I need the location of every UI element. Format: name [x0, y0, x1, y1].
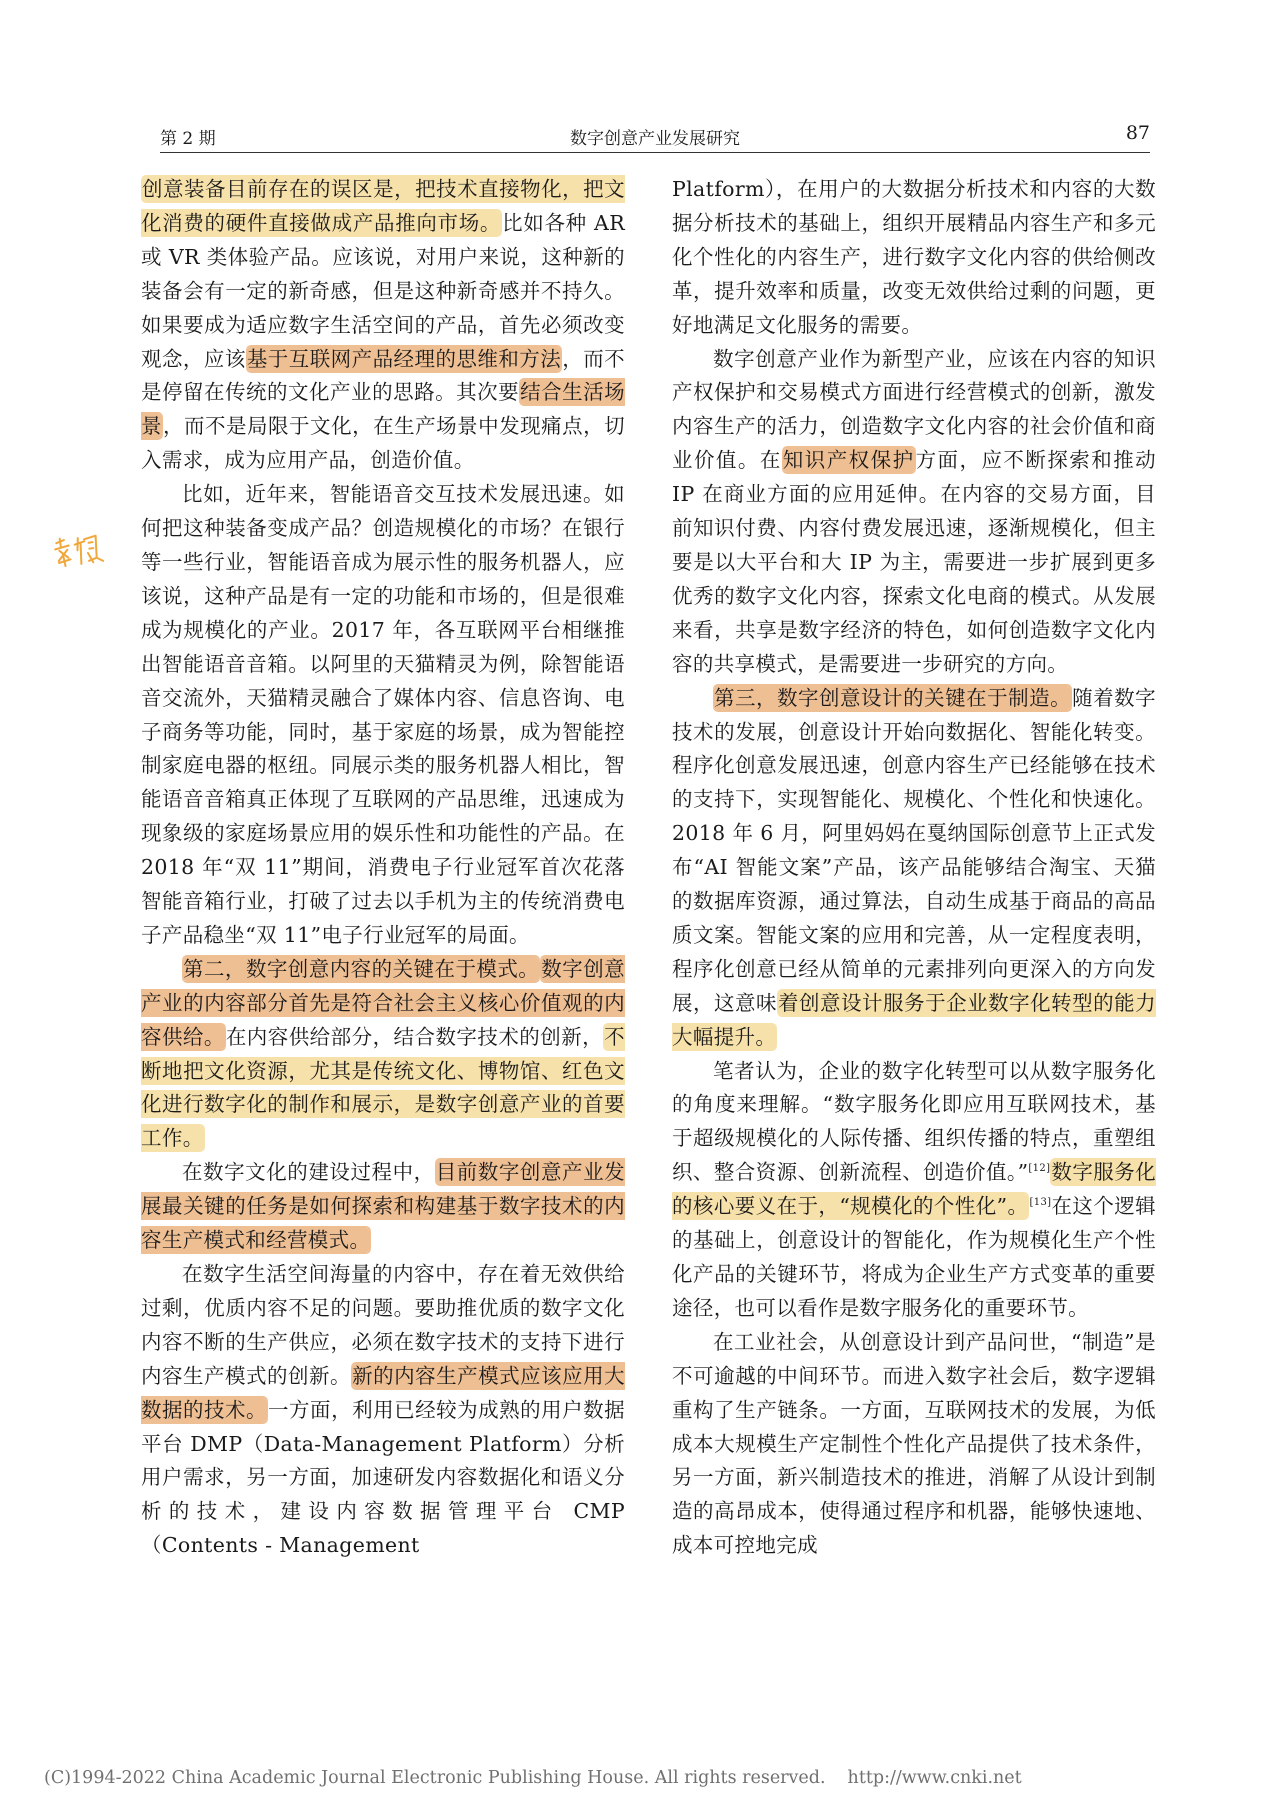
highlighted-text: 目前数字创意产业发展最关键的任务是如何探索和构建基于数字技术的内容生产模式和经营模式。 — [141, 1160, 625, 1253]
text-run: 在内容供给部分，结合数字技术的创新， — [225, 1024, 604, 1049]
citation-ref: [13] — [1029, 1197, 1052, 1209]
text-run: 数字创意产业作为新型产业，应该在内容的知识产权保护和交易模式方面进行经营模式的创新，激发内容生产的活力，创造数字文化内容的社会价值和商业价值。在 — [672, 346, 1156, 473]
text-run: 在数字文化的建设过程中， — [182, 1160, 435, 1185]
journal-section-title: 数字创意产业发展研究 — [570, 129, 740, 149]
paragraph — [672, 682, 1156, 1055]
highlighted-text: 基于互联网产品经理的思维和方法 — [246, 346, 562, 371]
paragraph — [672, 1055, 1156, 1326]
paragraph: 在工业社会，从创意设计到产品问世，“制造”是不可逾越的中间环节。而进入数字社会后，数字逻辑重构了生产链条。一方面，互联网技术的发展，为低成本大规模生产定制性个性化产品提供了技术条件，另一方面，新兴制造技术的推进，消解了从设计到制造的高昂成本，使得通过程序和机器，能够快速地、成本可控地完成 — [672, 1329, 1156, 1558]
copyright-text: (C)1994-2022 China Academic Journal Electronic Publishing House. All rights reserved. — [44, 1768, 826, 1788]
text-run: ，而不是停留在传统的文化产业的思路。其次要 — [141, 346, 626, 405]
handwritten-note-icon — [49, 526, 111, 577]
paragraph — [141, 953, 625, 1156]
right-column — [672, 173, 1156, 1563]
text-run: 在数字生活空间海量的内容中，存在着无效供给过剩，优质内容不足的问题。要助推优质的数字文化内容不断的生产供应，必须在数字技术的支持下进行内容生产模式的创新。 — [141, 1262, 625, 1388]
highlighted-text: 着创意设计服务于企业数字化转型的能力大幅提升。 — [672, 990, 1156, 1049]
citation-ref: [12] — [1028, 1163, 1051, 1175]
text-run: 比如各种 AR 或 VR 类体验产品。应该说，对用户来说，这种新的装备会有一定的新奇感，但是这种新奇感并不持久。如果要成为适应数字生活空间的产品，首先必须改变观念，应该 — [141, 210, 625, 371]
paragraph — [141, 173, 625, 478]
text-run: 一方面，利用已经较为成熟的用户数据平台 DMP（Data-Management Platform）分析用户需求，另一方面，加速研发内容数据化和语义分析的技术，建设内容数据管理平台 CMP（Contents - Management — [141, 1397, 625, 1558]
paragraph: Platform），在用户的大数据分析技术和内容的大数据分析技术的基础上，组织开展精品内容生产和多元化个性化的内容生产，进行数字文化内容的供给侧改革，提升效率和质量，改变无效供给过剩的问题，更好地满足文化服务的需要。 — [672, 177, 1156, 337]
highlighted-text: 不断地把文化资源，尤其是传统文化、博物馆、红色文化进行数字化的制作和展示，是数字创意产业的首要工作。 — [141, 1024, 625, 1151]
highlighted-text: 结合生活场景 — [141, 380, 625, 439]
highlighted-text: 数字服务化的核心要义在于，“规模化的个性化”。 — [672, 1160, 1156, 1219]
text-run: 在这个逻辑的基础上，创意设计的智能化，作为规模化生产个性化产品的关键环节，将成为企业生产方式变革的重要途径，也可以看作是数字服务化的重要环节。 — [672, 1194, 1157, 1320]
highlighted-text: 新的内容生产模式应该应用大数据的技术。 — [141, 1363, 625, 1422]
page-number: 87 — [1125, 122, 1150, 144]
highlighted-text: 创意装备目前存在的误区是，把技术直接物化，把文化消费的硬件直接做成产品推向市场。 — [141, 177, 625, 235]
text-run: ，而不是局限于文化，在生产场景中发现痛点，切入需求，成为应用产品，创造价值。 — [141, 414, 625, 473]
paragraph: 比如，近年来，智能语音交互技术发展迅速。如何把这种装备变成产品？创造规模化的市场？在银行等一些行业，智能语音成为展示性的服务机器人，应该说，这种产品是有一定的功能和市场的，但是很难成为规模化的产业。2017 年，各互联网平台相继推出智能语音音箱。以阿里的天猫精灵为例，除智能语音交流外，天猫精灵融合了媒体内容、信息咨询、电子商务等功能，同时，基于家庭的场景，成为智能控制家庭电器的枢纽。同展示类的服务机器人相比，智能语音音箱真正体现了互联网的产品思维，迅速成为现象级的家庭场景应用的娱乐性和功能性的产品。在 2018 年“双 11”期间，消费电子行业冠军首次花落智能音箱行业，打破了过去以手机为主的传统消费电子产品稳坐“双 11”电子行业冠军的局面。 — [141, 482, 625, 947]
running-header — [160, 120, 1150, 153]
footer — [44, 1768, 1022, 1788]
issue-label: 第 2 期 — [160, 129, 216, 149]
left-column — [141, 173, 625, 1563]
text-run: 方面，应不断探索和推动 IP 在商业方面的应用延伸。在内容的交易方面，目前知识付费、内容付费发展迅速，逐渐规模化，但主要是以大平台和大 IP 为主，需要进一步扩展到更多优秀的数字文化内容，探索文化电商的模式。从发展来看，共享是数字经济的特色，如何创造数字文化内容的共享模式，是需要进一步研究的方向。 — [672, 448, 1156, 676]
section-heading-highlighted: 第二，数字创意内容的关键在于模式。 — [183, 956, 540, 981]
footer-url[interactable]: http://www.cnki.net — [847, 1768, 1022, 1788]
highlighted-text: 数字创意产业的内容部分首先是符合社会主义核心价值观的内容供给。 — [141, 956, 626, 1049]
paragraph — [672, 343, 1156, 682]
paragraph — [141, 1258, 625, 1563]
highlighted-text: 知识产权保护 — [782, 448, 915, 473]
text-run: 笔者认为，企业的数字化转型可以从数字服务化的角度来理解。“数字服务化即应用互联网技术，基于超级规模化的人际传播、组织传播的特点，重塑组织、整合资源、创新流程、创造价值。” — [672, 1058, 1156, 1185]
section-heading-highlighted: 第三，数字创意设计的关键在于制造。 — [714, 685, 1072, 710]
paragraph — [141, 1156, 625, 1258]
handwritten-margin-note — [49, 526, 111, 581]
text-run: 随着数字技术的发展，创意设计开始向数据化、智能化转变。程序化创意发展迅速，创意内容生产已经能够在技术的支持下，实现智能化、规模化、个性化和快速化。2018 年 6 月，阿里妈妈在戛纳国际创意节上正式发布“AI 智能文案”产品，该产品能够结合淘宝、天猫的数据库资源，通过算法，自动生成基于商品的高品质文案。智能文案的应用和完善，从一定程度表明，程序化创意已经从简单的元素排列向更深入的方向发展，这意味 — [672, 685, 1156, 1015]
